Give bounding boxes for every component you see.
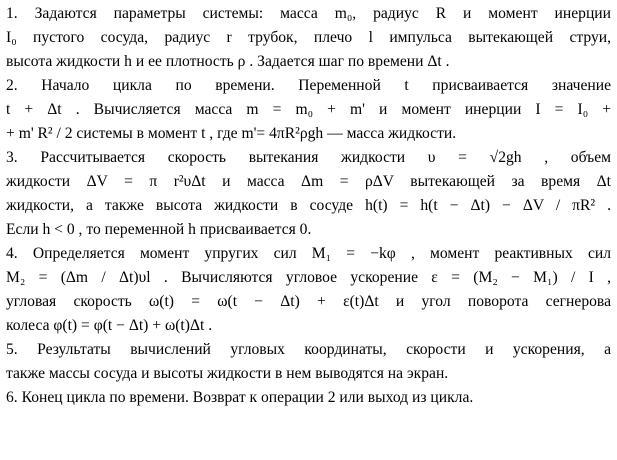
doc-line-8: жидкости ΔV = π r²υΔt и масса Δm = ρΔV вытекающей за время Δt (6, 173, 611, 190)
doc-line-14: колеса φ(t) = φ(t − Δt) + ω(t)Δt . (6, 317, 213, 334)
doc-line-15: 5. Результаты вычислений угловых координаты, скорости и ускорения, а (6, 341, 611, 358)
doc-line-1: 1. Задаются параметры системы: масса m₀, радиус R и момент инерции (6, 5, 611, 22)
doc-line-9: жидкости, а также высота жидкости в сосуде h(t) = h(t − Δt) − ΔV / πR² . (6, 197, 611, 214)
doc-line-12: M₂ = (Δm / Δt)υl . Вычисляются угловое ускорение ε = (M₂ − M₁) / I , (6, 269, 611, 286)
doc-line-7: 3. Рассчитывается скорость вытекания жидкости υ = √2gh , объем (6, 149, 611, 166)
doc-line-2: I₀ пустого сосуда, радиус r трубок, плечо l импульса вытекающей струи, (6, 29, 611, 46)
doc-line-16: также массы сосуда и высоты жидкости в нем выводятся на экран. (6, 365, 449, 382)
doc-line-17: 6. Конец цикла по времени. Возврат к операции 2 или выход из цикла. (6, 389, 474, 406)
doc-line-13: угловая скорость ω(t) = ω(t − Δt) + ε(t)Δt и угол поворота сегнерова (6, 293, 611, 310)
doc-line-10: Если h < 0 , то переменной h присваивается 0. (6, 221, 312, 238)
doc-line-11: 4. Определяется момент упругих сил M₁ = −kφ , момент реактивных сил (6, 245, 611, 262)
doc-line-4: 2. Начало цикла по времени. Переменной t присваивается значение (6, 77, 611, 94)
doc-line-3: высота жидкости h и ее плотность ρ . Задается шаг по времени Δt . (6, 53, 450, 70)
doc-line-5: t + Δt . Вычисляется масса m = m₀ + m' и момент инерции I = I₀ + (6, 101, 611, 118)
doc-line-6: + m' R² / 2 системы в момент t , где m'= 4πR²ρgh — масса жидкости. (6, 125, 457, 142)
